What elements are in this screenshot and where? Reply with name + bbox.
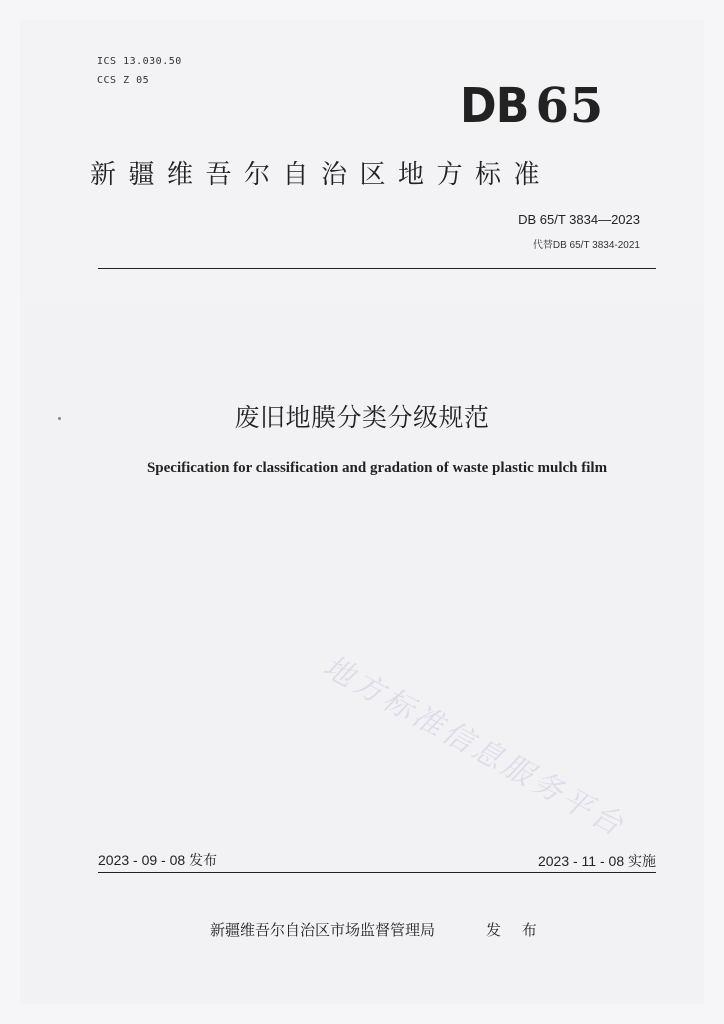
footer-divider	[98, 872, 656, 873]
document-title-english: Specification for classification and gradation of waste plastic mulch film	[146, 460, 608, 476]
standard-number: DB 65/T 3834—2023	[518, 212, 640, 227]
db-logo-number: 65	[535, 78, 605, 134]
document-title-chinese: 废旧地膜分类分级规范	[234, 403, 490, 432]
db-logo-letters: DB	[459, 78, 529, 134]
issue-date: 2023 - 09 - 08 发布	[98, 852, 218, 868]
db-logo	[457, 78, 605, 134]
header-divider	[98, 268, 656, 269]
ics-code: ICS 13.030.50	[97, 56, 182, 67]
publisher-name: 新疆维吾尔自治区市场监督管理局	[210, 921, 436, 939]
ccs-code: CCS Z 05	[97, 75, 150, 86]
watermark: 地方标准信息服务平台	[317, 648, 632, 845]
replaces-standard: 代替DB 65/T 3834-2021	[532, 240, 640, 251]
implementation-date: 2023 - 11 - 08 实施	[537, 853, 656, 869]
publish-label: 发 布	[486, 921, 545, 939]
standard-category-title: 新疆维吾尔自治区地方标准	[90, 160, 553, 190]
